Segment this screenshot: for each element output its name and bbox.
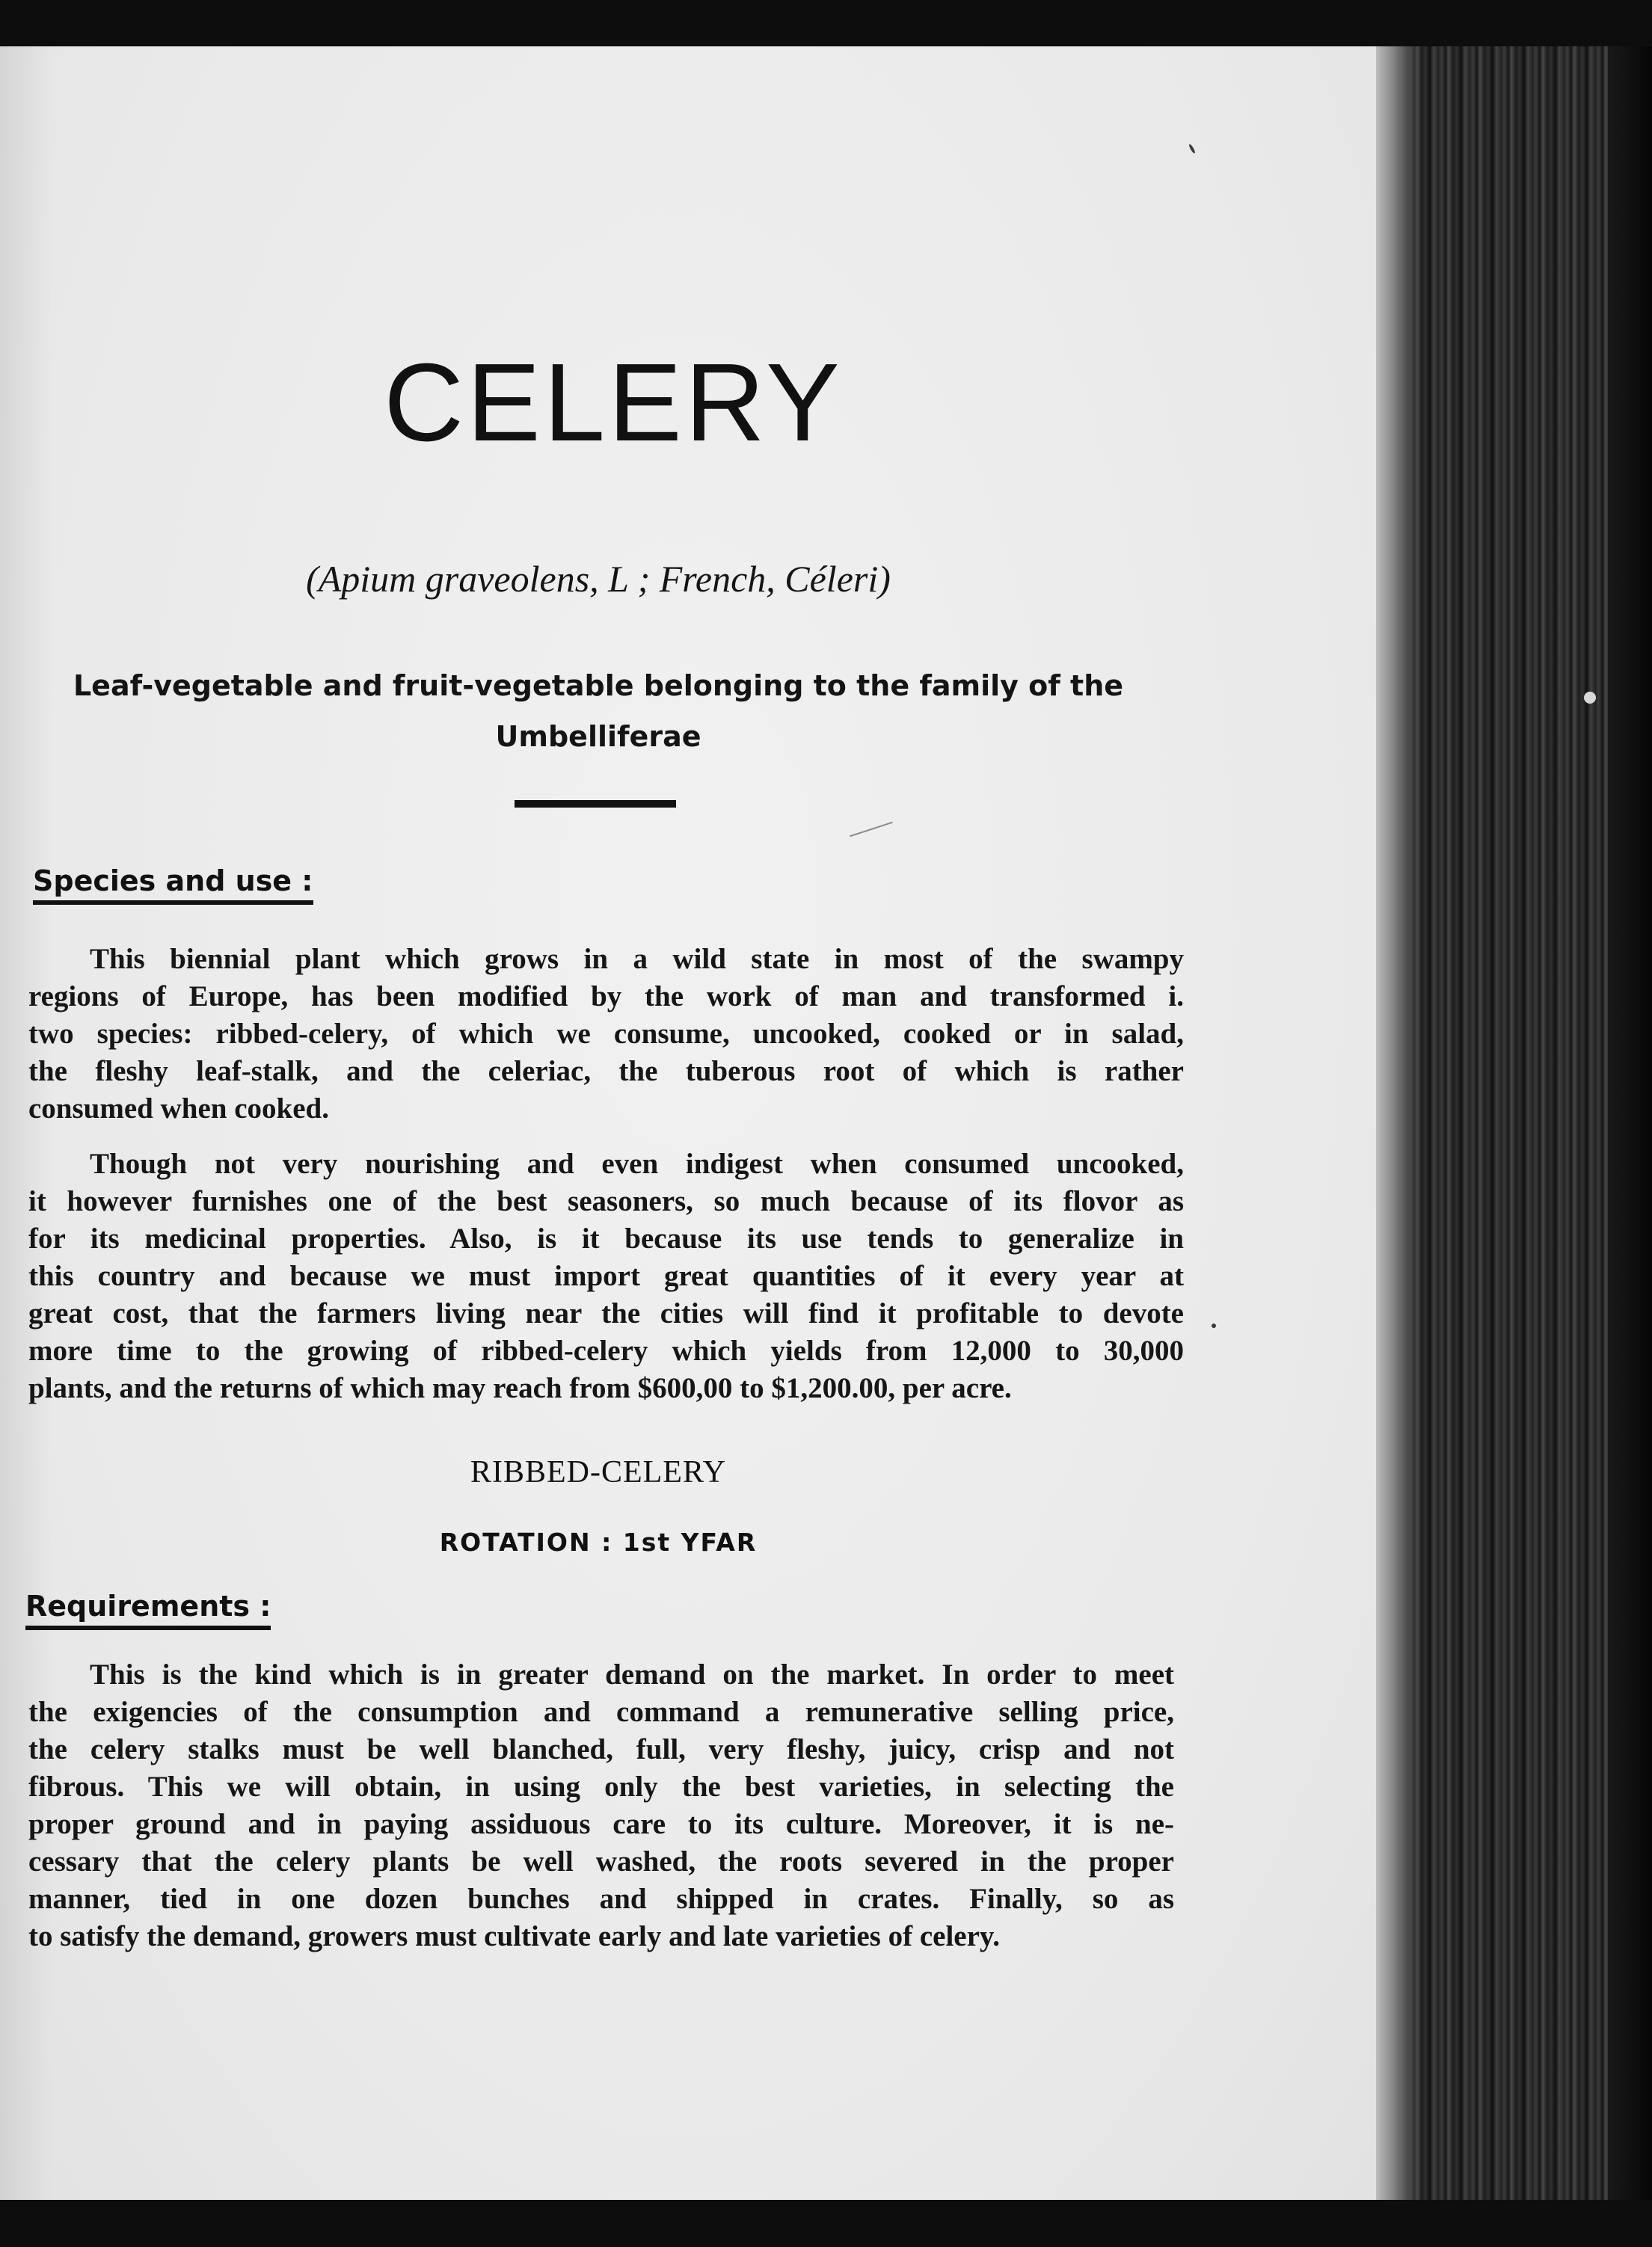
scan-speck xyxy=(1212,1324,1216,1328)
page-title: CELERY xyxy=(384,341,843,464)
species-paragraph-1 xyxy=(28,941,1184,1128)
family-line-2: Umbelliferae xyxy=(495,720,701,753)
text-line: consumed when cooked. xyxy=(28,1092,329,1125)
text-line: cessary that the celery plants be well washed, the roots severed in the proper xyxy=(28,1845,1174,1878)
text-line: This biennial plant which grows in a wild state in most of the swampy xyxy=(90,943,1184,975)
text-line: fibrous. This we will obtain, in using only the best varieties, in selecting the xyxy=(28,1771,1174,1803)
text-line: it however furnishes one of the best seasoners, so much because of its flovor as xyxy=(28,1185,1184,1217)
text-line: the celery stalks must be well blanched, full, very fleshy, juicy, crisp and not xyxy=(28,1733,1174,1765)
text-line: the exigencies of the consumption and command a remunerative selling price, xyxy=(28,1696,1174,1728)
latin-name: (Apium graveolens, L ; French, Céleri) xyxy=(306,558,891,600)
text-line: for its medicinal properties. Also, is it because its use tends to generalize in xyxy=(28,1223,1184,1255)
ribbed-celery-heading: RIBBED-CELERY xyxy=(470,1455,726,1490)
text-line: the fleshy leaf-stalk, and the celeriac, the tuberous root of which is rather xyxy=(28,1055,1184,1087)
text-line: two species: ribbed-celery, of which we consume, uncooked, cooked or in salad, xyxy=(28,1018,1184,1050)
family-line-1: Leaf-vegetable and fruit-vegetable belonging to the family of the xyxy=(73,669,1124,702)
species-heading: Species and use : xyxy=(33,866,313,905)
text-line: proper ground and in paying assiduous care to its culture. Moreover, it is ne- xyxy=(28,1808,1174,1840)
requirements-heading: Requirements : xyxy=(25,1591,271,1630)
text-line: great cost, that the farmers living near the cities will find it profitable to devote xyxy=(28,1297,1184,1330)
page-gutter-shadow xyxy=(1376,46,1421,2200)
text-line: Though not very nourishing and even indigest when consumed uncooked, xyxy=(90,1148,1184,1180)
text-line: plants, and the returns of which may reach from $600,00 to $1,200.00, per acre. xyxy=(28,1372,1012,1404)
family-description xyxy=(30,660,1167,762)
title-divider xyxy=(515,800,676,808)
text-line: to satisfy the demand, growers must cultivate early and late varieties of celery. xyxy=(28,1920,1001,1952)
text-line: This is the kind which is in greater demand on the market. In order to meet xyxy=(90,1659,1174,1691)
rotation-heading: ROTATION : 1st YFAR xyxy=(439,1528,758,1557)
text-line: manner, tied in one dozen bunches and shipped in crates. Finally, so as xyxy=(28,1883,1174,1915)
scan-speck xyxy=(1584,692,1596,704)
text-line: this country and because we must import great quantities of it every year at xyxy=(28,1260,1184,1292)
text-line: more time to the growing of ribbed-celery which yields from 12,000 to 30,000 xyxy=(28,1335,1184,1367)
book-edge xyxy=(1608,46,1652,2200)
text-line: regions of Europe, has been modified by the work of man and transformed i. xyxy=(28,980,1184,1012)
requirements-paragraph xyxy=(28,1656,1174,1955)
species-paragraph-2 xyxy=(28,1146,1184,1407)
